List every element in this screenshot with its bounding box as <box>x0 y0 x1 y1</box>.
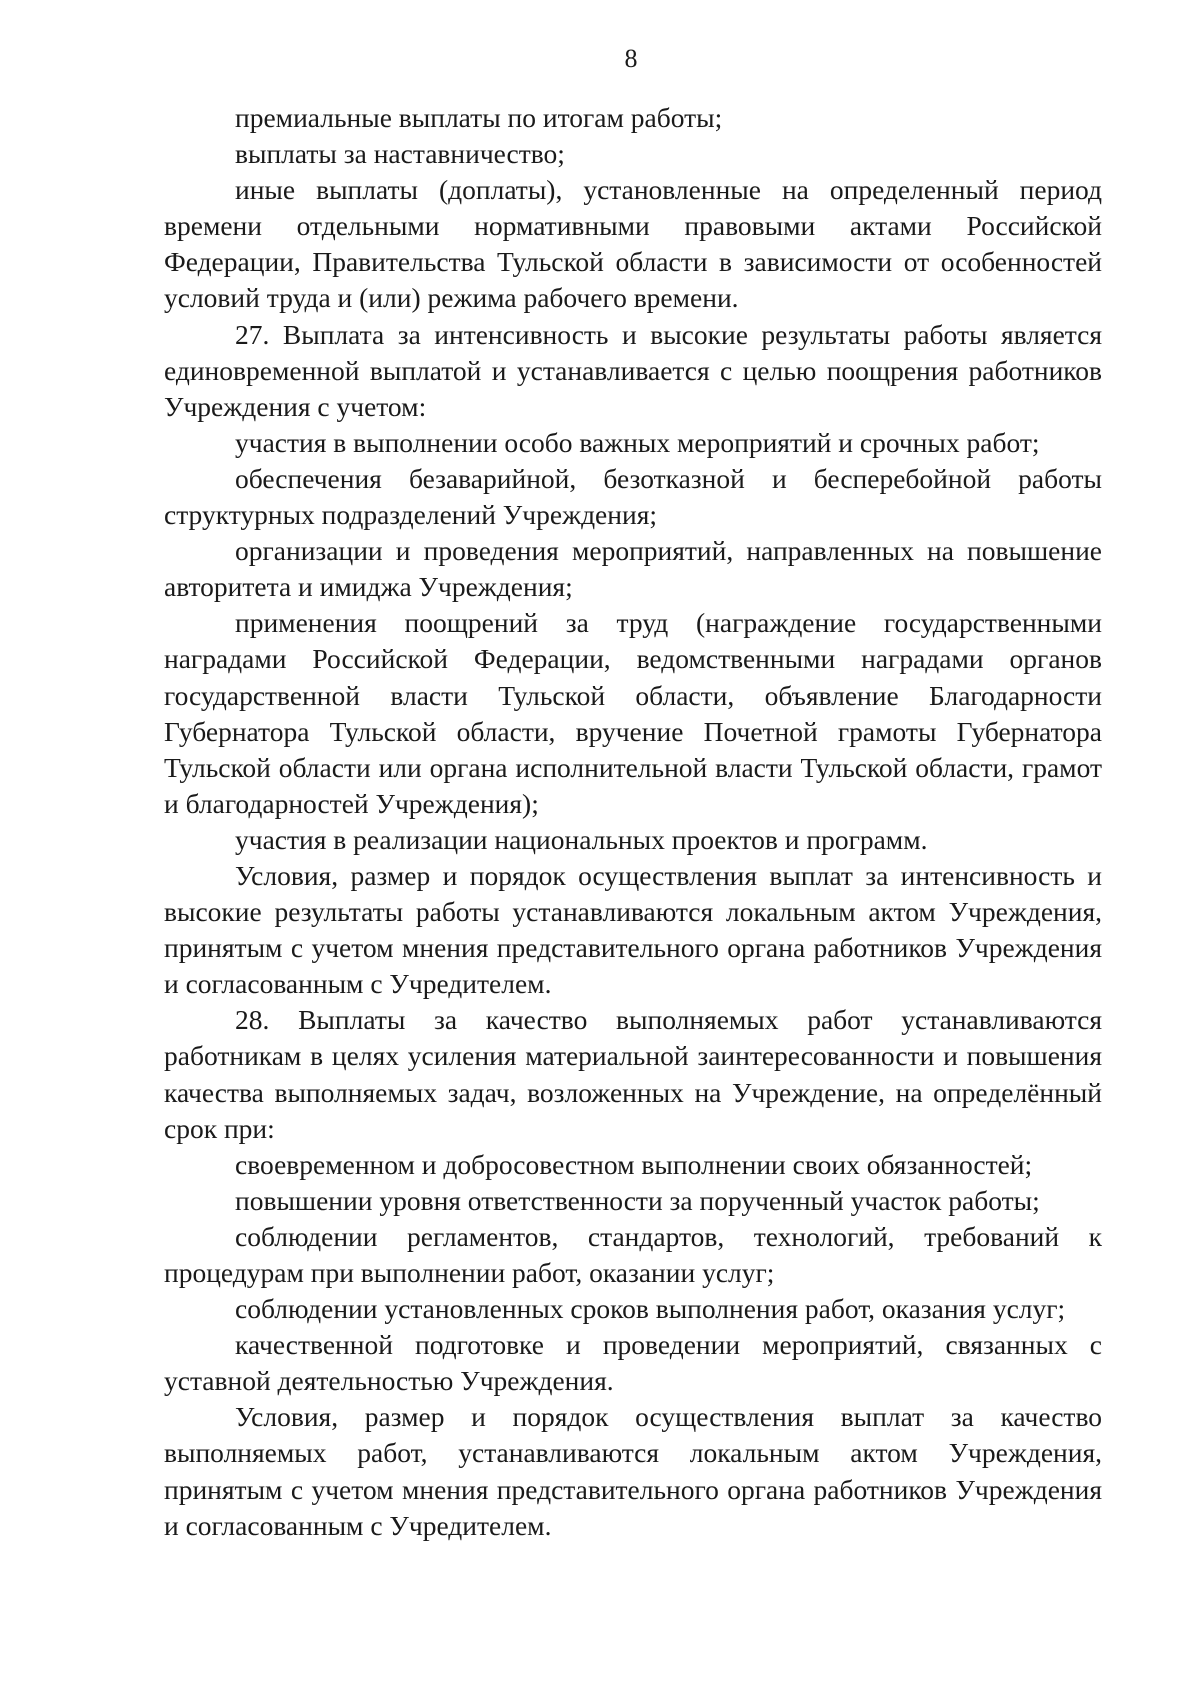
paragraph-timely-duties: своевременном и добросовестном выполнении своих обязанностей; <box>235 1148 1033 1180</box>
document-body <box>164 100 1102 1544</box>
paragraph-national-projects: участия в реализации национальных проектов и программ. <box>235 823 928 855</box>
paragraph-labor-incentives: применения поощрений за труд (награждение государственными наградами Российской Федерации, ведомственными наградами органов государственной власти Тульской области, объявление Благодарности Губернатора Тульской области, вручение Почетной грамоты Губернатора Тульской области или органа исполнительной власти Тульской области, грамот и благодарностей Учреждения); <box>164 607 1102 819</box>
paragraph-deadlines: соблюдении установленных сроков выполнения работ, оказания услуг; <box>235 1293 1066 1325</box>
paragraph-image-events: организации и проведения мероприятий, направленных на повышение авторитета и имиджа Учреждения; <box>164 535 1102 603</box>
paragraph-mentoring: выплаты за наставничество; <box>235 138 565 170</box>
paragraph-intensity-conditions: Условия, размер и порядок осуществления выплат за интенсивность и высокие результаты работы устанавливаются локальным актом Учреждения, принятым с учетом мнения представительного органа работников Учреждения и согласованным с Учредителем. <box>164 859 1102 1000</box>
paragraph-uninterrupted-work: обеспечения безаварийной, безотказной и бесперебойной работы структурных подразделений Учреждения; <box>164 462 1102 531</box>
paragraph-quality-conditions: Условия, размер и порядок осуществления выплат за качество выполняемых работ, устанавливаются локальным актом Учреждения, принятым с учетом мнения представительного органа работников Учреждения и согласованным с Учредителем. <box>164 1401 1102 1541</box>
page-number: 8 <box>624 44 638 73</box>
paragraph-regulations: соблюдении регламентов, стандартов, технологий, требований к процедурам при выполнении работ, оказании услуг; <box>164 1220 1102 1288</box>
paragraph-quality-events: качественной подготовке и проведении мероприятий, связанных с уставной деятельностью Учреждения. <box>164 1329 1102 1397</box>
paragraph-responsibility: повышении уровня ответственности за порученный участок работы; <box>235 1184 1040 1216</box>
paragraph-clause-28: 28. Выплаты за качество выполняемых работ устанавливаются работникам в целях усиления материальной заинтересованности и повышения качества выполняемых задач, возложенных на Учреждение, на определённый срок при: <box>164 1004 1102 1144</box>
paragraph-clause-27: 27. Выплата за интенсивность и высокие результаты работы является единовременной выплатой и устанавливается с целью поощрения работников Учреждения с учетом: <box>164 318 1102 422</box>
paragraph-bonus-results: премиальные выплаты по итогам работы; <box>235 102 723 133</box>
paragraph-other-payments: иные выплаты (доплаты), установленные на определенный период времени отдельными нормативными правовыми актами Российской Федерации, Правительства Тульской области в зависимости от особенностей условий труда и (или) режима рабочего времени. <box>164 174 1102 314</box>
paragraph-important-events: участия в выполнении особо важных мероприятий и срочных работ; <box>235 426 1040 458</box>
